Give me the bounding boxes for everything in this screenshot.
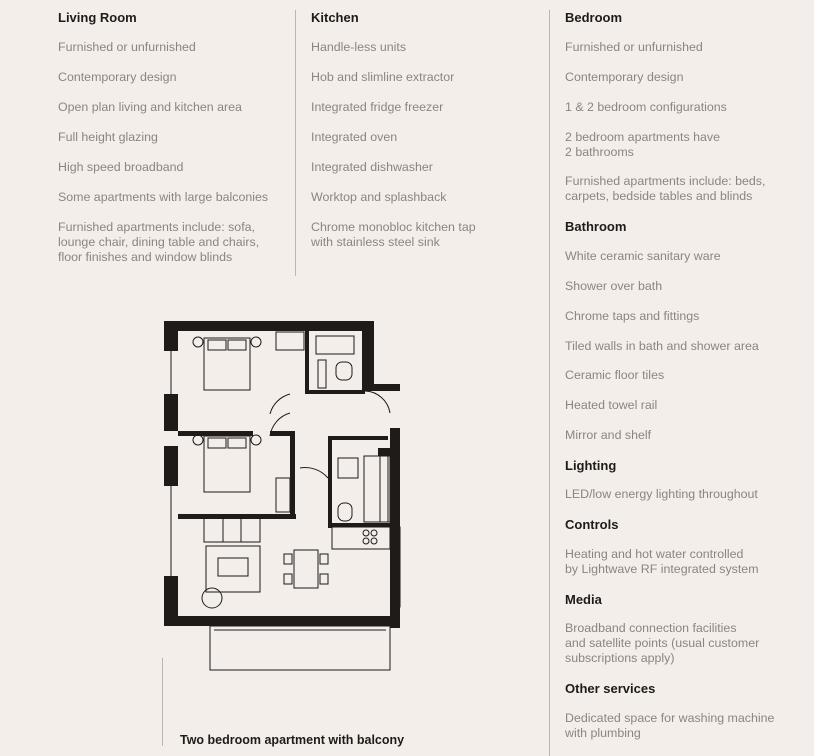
bathroom-item: Heated towel rail bbox=[565, 398, 658, 412]
bedroom-item: 2 bedroom apartments have 2 bathrooms bbox=[565, 130, 720, 159]
bathroom-item: White ceramic sanitary ware bbox=[565, 249, 721, 263]
kitchen-item: Integrated dishwasher bbox=[311, 160, 433, 174]
living-room-item: Open plan living and kitchen area bbox=[58, 100, 242, 114]
bathroom-item: Ceramic floor tiles bbox=[565, 368, 665, 382]
kitchen-item: Handle-less units bbox=[311, 40, 407, 54]
media-heading: Media bbox=[565, 592, 602, 607]
bedroom-item: Furnished or unfurnished bbox=[565, 40, 703, 54]
living-room-item: Full height glazing bbox=[58, 130, 158, 144]
bedroom-item: Contemporary design bbox=[565, 70, 684, 84]
bathroom-item: Shower over bath bbox=[565, 279, 663, 293]
floorplan-walls bbox=[164, 321, 400, 628]
kitchen-item: Integrated oven bbox=[311, 130, 398, 144]
living-room-heading: Living Room bbox=[58, 10, 137, 25]
lighting-heading: Lighting bbox=[565, 458, 617, 473]
bathroom-item: Tiled walls in bath and shower area bbox=[565, 339, 759, 353]
lighting-item: LED/low energy lighting throughout bbox=[565, 487, 758, 501]
other-services-item: Dedicated space for washing machine with plumbing bbox=[565, 711, 775, 740]
other-services-heading: Other services bbox=[565, 681, 656, 696]
bedroom-item: 1 & 2 bedroom configurations bbox=[565, 100, 727, 114]
bedroom-item: Furnished apartments include: beds, carpets, bedside tables and blinds bbox=[565, 174, 766, 203]
living-room-item: High speed broadband bbox=[58, 160, 184, 174]
kitchen-heading: Kitchen bbox=[311, 10, 359, 25]
controls-heading: Controls bbox=[565, 517, 619, 532]
bathroom-item: Chrome taps and fittings bbox=[565, 309, 700, 323]
media-item: Broadband connection facilities and satellite points (usual customer subscriptions apply) bbox=[565, 621, 760, 665]
column-divider-1 bbox=[295, 10, 296, 276]
floorplan-drawing bbox=[160, 318, 430, 674]
kitchen-item: Integrated fridge freezer bbox=[311, 100, 444, 114]
kitchen-item: Chrome monobloc kitchen tap with stainless steel sink bbox=[311, 220, 476, 249]
floorplan-caption: Two bedroom apartment with balcony bbox=[180, 733, 405, 747]
kitchen-item: Hob and slimline extractor bbox=[311, 70, 455, 84]
column-divider-2 bbox=[549, 10, 550, 756]
living-room-item: Some apartments with large balconies bbox=[58, 190, 269, 204]
controls-item: Heating and hot water controlled by Lightwave RF integrated system bbox=[565, 547, 759, 576]
living-room-item: Furnished or unfurnished bbox=[58, 40, 196, 54]
kitchen-item: Worktop and splashback bbox=[311, 190, 447, 204]
living-room-item: Contemporary design bbox=[58, 70, 177, 84]
living-room-item: Furnished apartments include: sofa, lounge chair, dining table and chairs, floor finishes and window blinds bbox=[58, 220, 260, 264]
bedroom-heading: Bedroom bbox=[565, 10, 623, 25]
bathroom-heading: Bathroom bbox=[565, 219, 627, 234]
bathroom-item: Mirror and shelf bbox=[565, 428, 652, 442]
